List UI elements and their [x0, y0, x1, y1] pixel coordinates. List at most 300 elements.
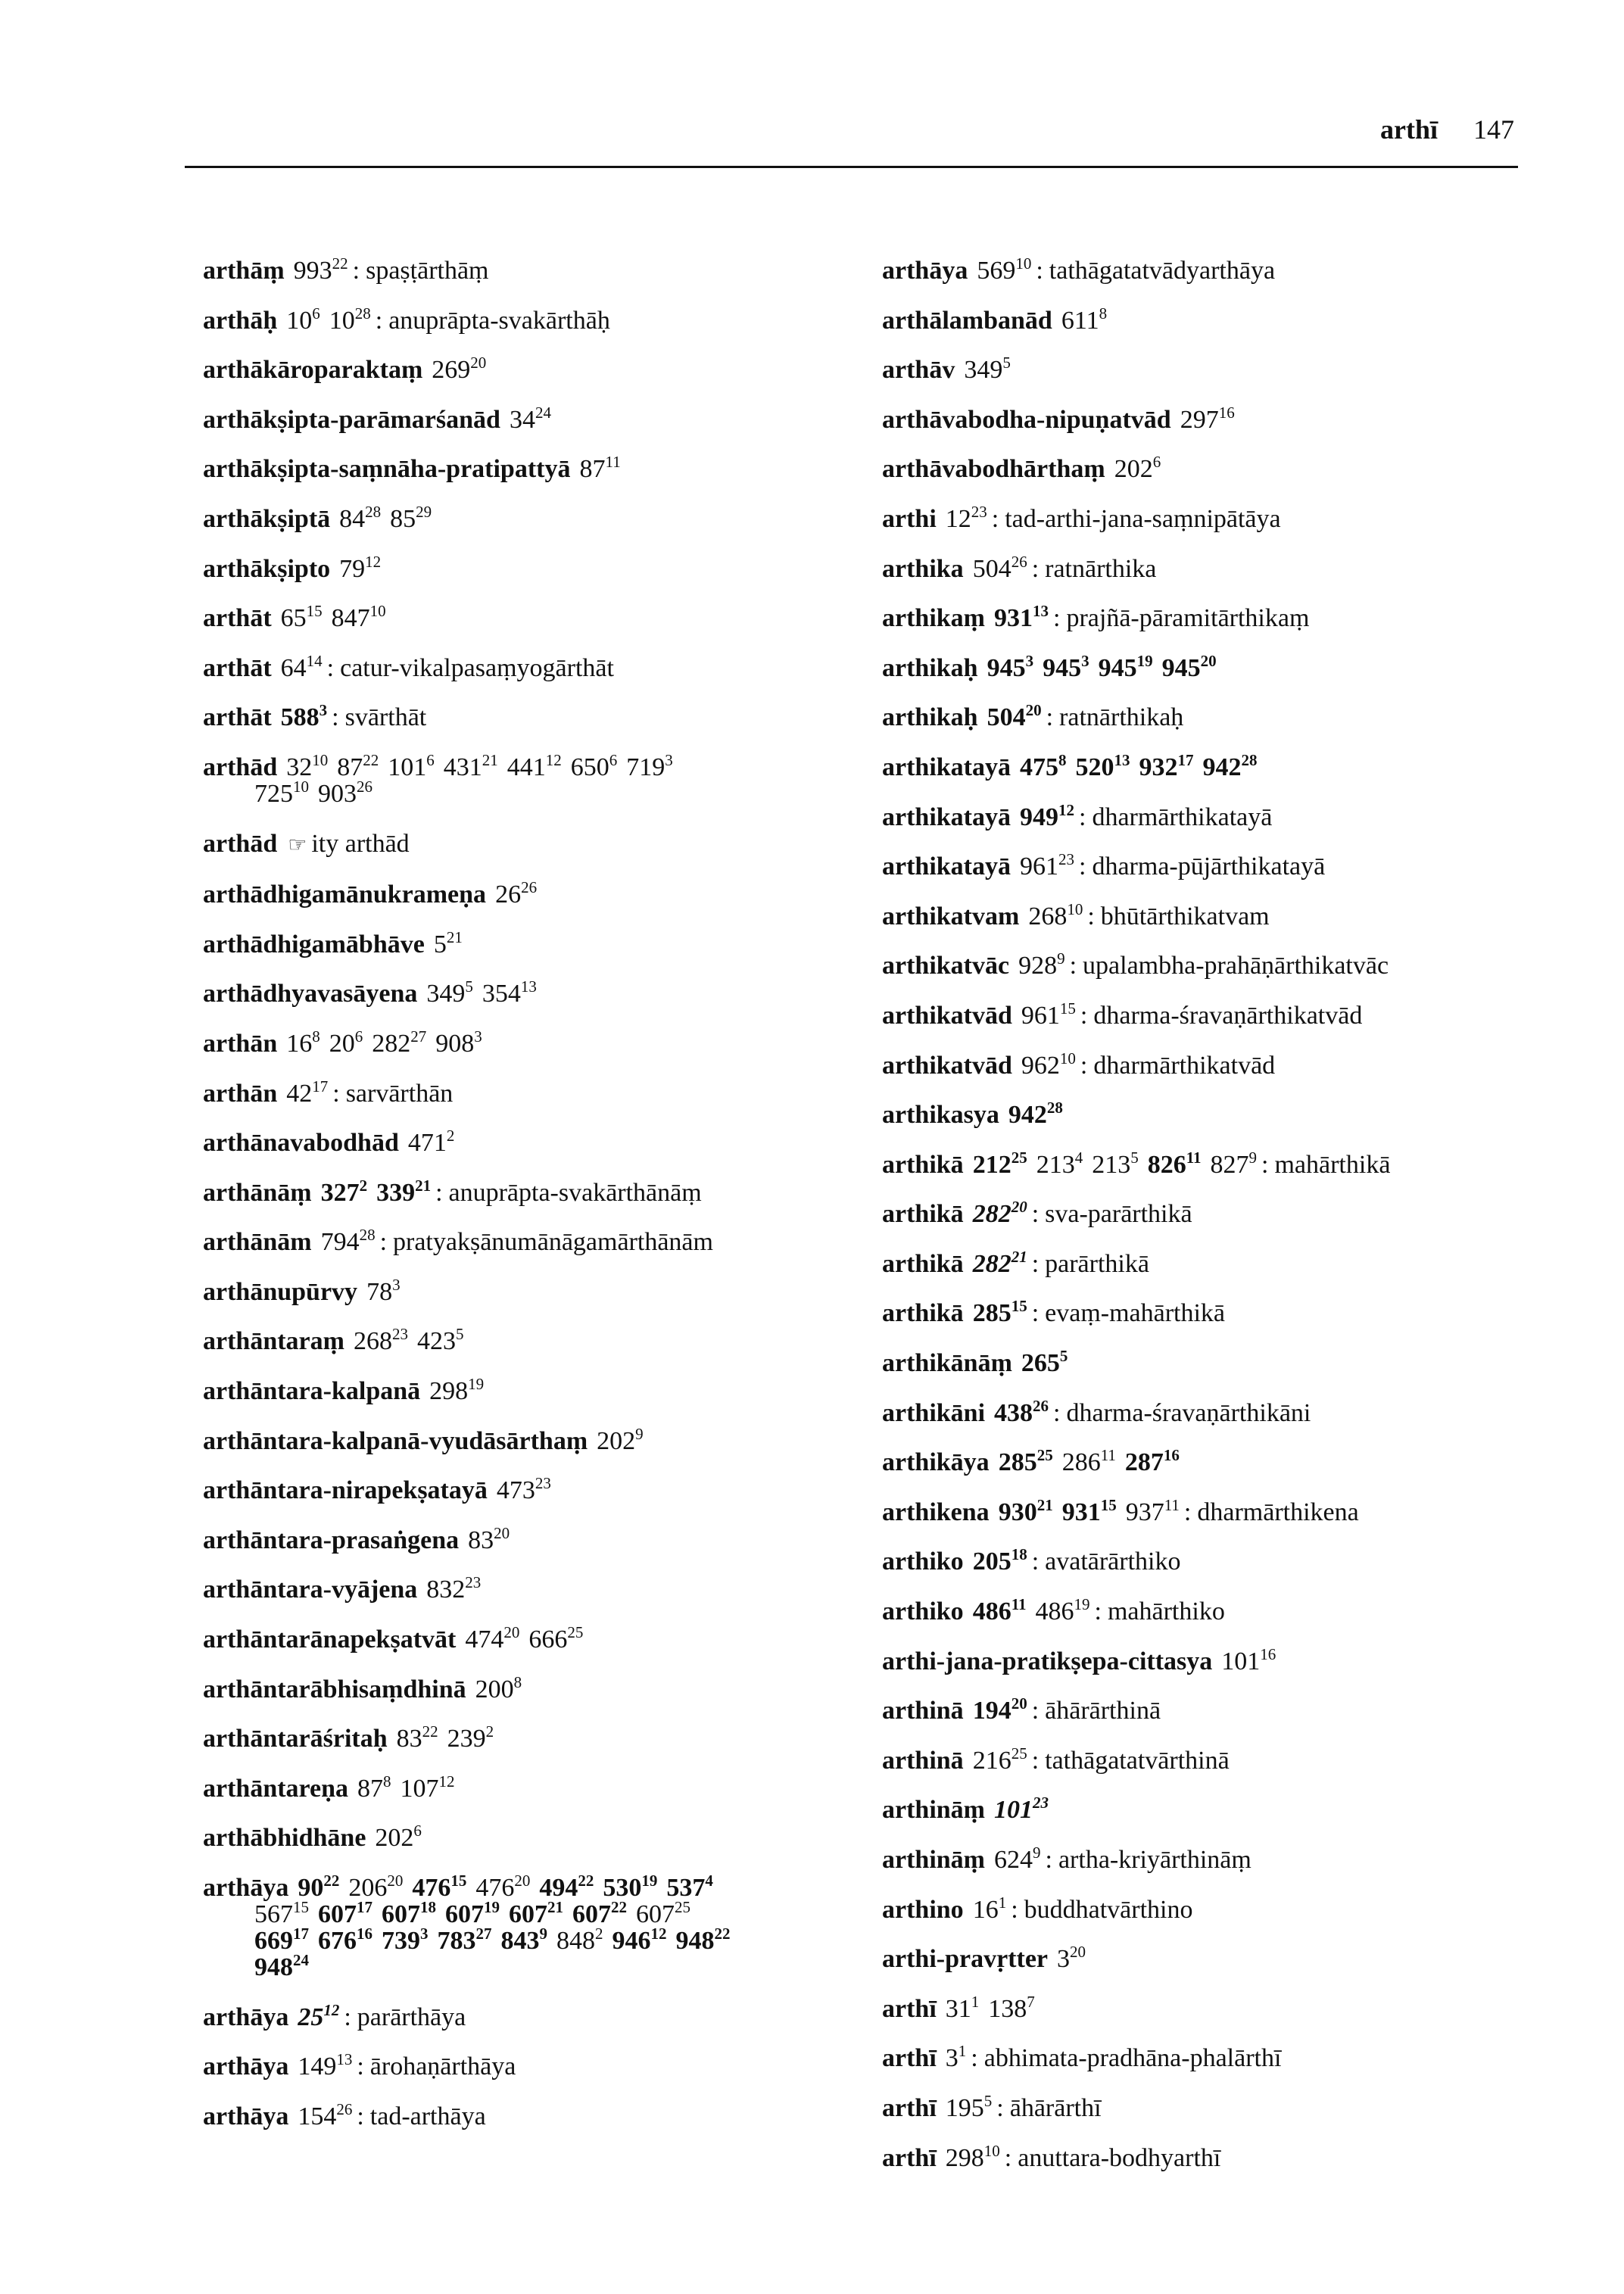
page-reference — [579, 455, 620, 483]
reference-line: 21 — [1036, 1495, 1053, 1514]
index-entry — [882, 1148, 1548, 1179]
gloss-separator: : — [344, 2003, 351, 2031]
page-reference — [286, 1027, 320, 1058]
reference-page: 282 — [972, 1200, 1011, 1229]
entry-headword: arthānupūrvy — [203, 1277, 358, 1306]
reference-line: 6 — [312, 304, 320, 323]
index-entry — [203, 1077, 869, 1108]
page-reference — [1036, 1148, 1083, 1179]
entry-headword: arthākṣiptā — [203, 504, 331, 533]
index-entry — [882, 1495, 1548, 1526]
reference-page: 931 — [994, 604, 1033, 633]
index-entry — [203, 1573, 869, 1604]
page-reference — [298, 2000, 340, 2031]
index-entry — [882, 651, 1548, 682]
index-entry — [203, 1523, 869, 1554]
entry-gloss: abhimata-pradhāna-phalārthī — [983, 2044, 1282, 2073]
reference-page: 154 — [298, 2102, 337, 2130]
page-reference — [426, 1573, 482, 1604]
index-entry — [203, 1325, 869, 1356]
entry-gloss: mahārthikā — [1274, 1150, 1391, 1179]
page-reference — [676, 1927, 731, 1955]
reference-page: 607 — [445, 1900, 484, 1928]
page-reference — [1020, 852, 1074, 881]
index-entry — [203, 1822, 869, 1853]
reference-page: 494 — [539, 1874, 578, 1902]
index-entry — [203, 602, 869, 633]
reference-page: 212 — [972, 1150, 1011, 1179]
entry-headword: arthi-pravṛtter — [882, 1945, 1049, 1974]
reference-page: 83 — [396, 1725, 422, 1753]
reference-page: 569 — [977, 257, 1016, 285]
page-reference — [1020, 750, 1067, 781]
reference-page: 908 — [435, 1029, 475, 1058]
reference-page: 107 — [400, 1774, 439, 1803]
reference-line: 12 — [323, 2000, 340, 2019]
index-entry — [203, 651, 869, 682]
reference-line: 19 — [484, 1898, 500, 1916]
gloss-separator: : — [326, 653, 335, 682]
reference-page: 932 — [1139, 753, 1178, 781]
gloss-separator: : — [1087, 902, 1095, 930]
reference-line: 2 — [595, 1925, 603, 1943]
reference-line: 20 — [1011, 1198, 1027, 1217]
reference-line: 3 — [474, 1027, 482, 1046]
gloss-separator: : — [1031, 1200, 1040, 1229]
page-reference — [1036, 1597, 1090, 1625]
entry-headword: arthān — [203, 1029, 278, 1058]
reference-page: 961 — [1021, 1001, 1060, 1030]
gloss-separator: : — [1094, 1597, 1102, 1626]
entry-headword: arthād — [203, 829, 278, 858]
reference-page: 10 — [329, 306, 355, 335]
page-reference — [254, 777, 309, 808]
page-reference — [400, 1772, 455, 1803]
index-entry — [203, 2050, 869, 2081]
index-entry — [203, 1623, 869, 1654]
entry-headword: arthānāṃ — [203, 1178, 312, 1207]
reference-page: 725 — [254, 779, 293, 808]
reference-line: 23 — [971, 502, 987, 521]
index-entry — [203, 1722, 869, 1753]
page-reference — [501, 1927, 548, 1955]
reference-line: 12 — [438, 1772, 455, 1791]
entry-gloss: bhūtārthikatvam — [1100, 902, 1270, 930]
page-reference — [280, 651, 323, 682]
entry-headword: arthikatvam — [882, 902, 1020, 930]
reference-page: 101 — [994, 1796, 1033, 1825]
reference-line: 28 — [365, 502, 382, 521]
reference-line: 17 — [293, 1925, 309, 1943]
reference-page: 85 — [390, 504, 416, 533]
reference-line: 19 — [468, 1375, 485, 1394]
reference-page: 945 — [1043, 653, 1082, 682]
index-entry — [882, 899, 1548, 930]
page-reference — [945, 1992, 980, 2023]
index-entry — [203, 502, 869, 533]
gloss-separator: : — [971, 2044, 978, 2073]
entry-gloss: anuttara-bodhyarthī — [1018, 2143, 1221, 2172]
reference-page: 832 — [426, 1576, 466, 1604]
gloss-separator: : — [1004, 2143, 1012, 2172]
reference-page: 10 — [286, 306, 313, 335]
reference-page: 202 — [1114, 455, 1153, 484]
running-head — [1380, 114, 1514, 145]
reference-page: 5 — [433, 930, 447, 958]
page-reference — [1147, 1148, 1202, 1179]
reference-line: 12 — [545, 750, 562, 769]
index-entry — [882, 701, 1548, 732]
index-entry — [203, 1275, 869, 1306]
entry-headword: arthāntaraṃ — [203, 1327, 344, 1356]
index-entry — [203, 1872, 869, 1981]
entry-headword: arthinā — [882, 1746, 964, 1775]
entry-headword: arthiko — [882, 1597, 964, 1626]
reference-line: 16 — [357, 1925, 372, 1943]
reference-page: 79 — [339, 554, 366, 583]
index-entry — [203, 831, 869, 859]
reference-page: 945 — [987, 653, 1026, 682]
reference-page: 949 — [1020, 803, 1058, 831]
page-reference — [1180, 403, 1235, 434]
reference-line: 17 — [1177, 750, 1194, 769]
reference-page: 962 — [1021, 1051, 1060, 1080]
reference-page: 611 — [1061, 306, 1099, 335]
entry-headword: arthikasya — [882, 1101, 999, 1130]
reference-page: 349 — [964, 356, 1003, 385]
reference-line: 21 — [415, 1176, 432, 1195]
reference-line: 1 — [971, 1992, 980, 2011]
gloss-separator: : — [435, 1178, 443, 1207]
page-reference — [946, 2044, 967, 2072]
entry-gloss: anuprāpta-svakārthāḥ — [388, 306, 610, 335]
reference-page: 607 — [509, 1900, 547, 1928]
reference-page: 32 — [286, 753, 313, 781]
reference-line: 9 — [1248, 1148, 1258, 1167]
reference-line: 27 — [475, 1925, 492, 1943]
page-reference — [972, 552, 1027, 583]
page-reference — [972, 1694, 1027, 1725]
reference-page: 474 — [465, 1625, 504, 1654]
entry-headword: arthiko — [882, 1548, 964, 1576]
page-reference — [254, 1953, 309, 1981]
reference-line: 8 — [513, 1672, 522, 1691]
page-reference — [507, 750, 562, 781]
reference-line: 28 — [1241, 750, 1258, 769]
reference-page: 794 — [320, 1228, 360, 1257]
reference-line: 5 — [983, 2091, 993, 2110]
index-entry — [882, 2141, 1548, 2172]
page-reference — [972, 1545, 1027, 1576]
reference-line: 8 — [312, 1027, 320, 1046]
reference-page: 826 — [1147, 1150, 1186, 1179]
index-entry — [203, 2000, 869, 2031]
entry-headword: arthākāroparaktaṃ — [203, 356, 423, 385]
page-reference — [443, 750, 498, 781]
reference-line: 21 — [482, 750, 498, 769]
gloss-separator: : — [1079, 803, 1086, 831]
reference-line: 23 — [1058, 850, 1074, 869]
reference-page: 423 — [416, 1327, 456, 1356]
page-reference — [376, 1176, 432, 1207]
reference-line: 5 — [455, 1325, 464, 1344]
reference-line: 2 — [485, 1722, 494, 1741]
entry-headword: arthān — [203, 1079, 278, 1108]
reference-page: 3 — [1057, 1945, 1071, 1974]
page-reference — [509, 1900, 563, 1928]
entry-headword: arthika — [882, 554, 964, 583]
page-reference — [396, 1722, 438, 1753]
entry-headword: arthikānāṃ — [882, 1349, 1012, 1378]
reference-page: 486 — [1035, 1597, 1074, 1626]
reference-page: 438 — [994, 1398, 1033, 1427]
entry-headword: arthāntara-prasaṅgena — [203, 1526, 460, 1554]
page-reference — [318, 1927, 372, 1955]
page-reference — [597, 1424, 644, 1455]
index-entry — [203, 1672, 869, 1703]
gloss-separator: : — [1031, 1548, 1040, 1576]
reference-page: 848 — [556, 1927, 595, 1955]
entry-headword: arthī — [882, 2143, 937, 2172]
reference-page: 847 — [331, 604, 370, 633]
page-number: 147 — [1473, 114, 1514, 145]
page-reference — [1021, 1049, 1076, 1080]
gloss-separator: : — [991, 504, 999, 533]
reference-line: 13 — [520, 977, 537, 996]
reference-line: 11 — [1011, 1595, 1027, 1614]
reference-page: 946 — [612, 1927, 651, 1955]
entry-gloss: dharma-śravaṇārthikāni — [1066, 1398, 1311, 1427]
reference-line: 21 — [1011, 1247, 1027, 1266]
reference-line: 28 — [359, 1226, 376, 1245]
reference-line: 16 — [1218, 403, 1235, 422]
reference-line: 13 — [336, 2050, 353, 2069]
page-reference — [972, 1247, 1027, 1278]
reference-line: 12 — [1058, 800, 1074, 819]
reference-line: 11 — [1186, 1148, 1202, 1167]
gloss-separator: : — [1036, 257, 1043, 285]
entry-headword: arthikāya — [882, 1448, 990, 1477]
page-reference — [281, 703, 328, 731]
page-reference — [426, 977, 473, 1008]
reference-page: 269 — [432, 356, 471, 385]
reference-line: 3 — [665, 750, 673, 769]
reference-page: 265 — [1021, 1349, 1060, 1378]
index-entry — [203, 1772, 869, 1803]
entry-headword: arthāvabodha-nipuṇatvād — [882, 405, 1171, 434]
index-entry — [882, 1446, 1548, 1477]
reference-line: 16 — [1260, 1644, 1276, 1663]
reference-page: 650 — [570, 753, 609, 781]
reference-page: 297 — [1180, 405, 1219, 434]
reference-page: 31 — [945, 1994, 971, 2023]
reference-line: 25 — [1011, 1744, 1027, 1763]
entry-headword: arthāḥ — [203, 306, 278, 335]
reference-line: 26 — [357, 777, 372, 796]
gloss-separator: : — [1031, 1746, 1040, 1775]
reference-line: 28 — [1046, 1099, 1063, 1117]
reference-page: 530 — [603, 1874, 642, 1902]
page-reference — [945, 2141, 1000, 2172]
reference-page: 78 — [366, 1277, 393, 1306]
page-reference — [318, 777, 372, 808]
reference-page: 486 — [972, 1597, 1011, 1626]
page-reference — [388, 750, 435, 781]
reference-line: 20 — [514, 1872, 531, 1890]
reference-page: 83 — [468, 1526, 494, 1554]
reference-page: 567 — [254, 1900, 293, 1928]
entry-gloss: ārohaṇārthāya — [369, 2052, 516, 2081]
reference-page: 476 — [475, 1874, 515, 1902]
reference-page: 476 — [412, 1874, 451, 1902]
reference-page: 87 — [337, 753, 363, 781]
page-reference — [329, 304, 371, 335]
reference-line: 23 — [535, 1474, 551, 1493]
page-reference — [320, 1176, 368, 1207]
page-reference — [281, 604, 323, 632]
index-entry — [203, 453, 869, 484]
page-reference — [465, 1625, 519, 1653]
index-entry — [882, 1247, 1548, 1278]
page-reference — [382, 1927, 429, 1955]
page-reference — [429, 1377, 484, 1405]
entry-headword: arthāv — [882, 356, 955, 385]
index-entry — [203, 1474, 869, 1505]
entry-gloss: ratnārthika — [1045, 554, 1157, 583]
reference-line: 8 — [383, 1772, 391, 1791]
entry-headword: arthikatvād — [882, 1001, 1012, 1030]
entry-headword: arthādhyavasāyena — [203, 980, 418, 1008]
index-entry — [882, 1049, 1548, 1080]
page-reference — [1061, 1495, 1117, 1526]
page-reference — [972, 1148, 1027, 1179]
reference-line: 5 — [1130, 1148, 1139, 1167]
entry-headword: arthāya — [203, 1874, 289, 1902]
reference-page: 504 — [972, 554, 1011, 583]
page-reference — [977, 254, 1032, 285]
entry-headword: arthikā — [882, 1150, 964, 1179]
page-reference — [390, 502, 432, 533]
page-reference — [988, 1992, 1035, 2023]
reference-line: 3 — [319, 701, 328, 720]
page-reference — [339, 552, 382, 583]
reference-line: 15 — [306, 602, 323, 621]
page-reference — [354, 1327, 408, 1355]
entry-headword: arthāya — [203, 2052, 289, 2081]
entry-headword: arthāya — [203, 2003, 289, 2031]
entry-gloss: avatārārthiko — [1045, 1548, 1181, 1576]
reference-line: 22 — [714, 1925, 731, 1943]
page-reference — [973, 1299, 1027, 1327]
reference-page: 202 — [375, 1824, 414, 1853]
entry-headword: arthikā — [882, 1200, 964, 1229]
index-entry — [882, 750, 1548, 781]
reference-line: 20 — [1070, 1943, 1086, 1962]
reference-line: 23 — [1033, 1794, 1049, 1812]
reference-line: 26 — [521, 878, 538, 897]
reference-line: 10 — [1067, 899, 1083, 918]
reference-page: 666 — [528, 1625, 568, 1654]
entry-gloss: evaṃ-mahārthikā — [1045, 1299, 1226, 1328]
reference-line: 23 — [391, 1325, 408, 1344]
reference-page: 12 — [945, 504, 971, 533]
reference-page: 676 — [318, 1927, 357, 1955]
reference-line: 26 — [1033, 1396, 1049, 1415]
reference-page: 607 — [636, 1900, 675, 1928]
page-reference — [475, 1672, 522, 1703]
entry-headword: arthī — [882, 2093, 937, 2122]
reference-line: 12 — [365, 552, 382, 571]
reference-line: 24 — [293, 1951, 309, 1969]
reference-page: 948 — [254, 1953, 293, 1981]
entry-gloss: dharma-pūjārthikatayā — [1092, 852, 1326, 881]
page-reference — [987, 703, 1042, 731]
reference-page: 87 — [579, 455, 606, 484]
index-entry — [203, 403, 869, 434]
reference-line: 10 — [983, 2141, 1000, 2160]
reference-page: 298 — [429, 1377, 469, 1406]
page-reference — [994, 1396, 1049, 1427]
reference-page: 16 — [286, 1029, 313, 1058]
index-entry — [882, 1347, 1548, 1378]
reference-page: 16 — [972, 1895, 999, 1924]
page-reference — [999, 1448, 1053, 1476]
page-reference — [357, 1772, 391, 1803]
reference-line: 22 — [363, 750, 379, 769]
page-reference — [1061, 304, 1108, 335]
gloss-separator: : — [1053, 1398, 1061, 1427]
reference-line: 15 — [1011, 1297, 1027, 1316]
page-reference — [1075, 750, 1130, 781]
reference-page: 213 — [1092, 1150, 1131, 1179]
index-entry — [203, 927, 869, 958]
gloss-separator: : — [375, 306, 383, 335]
reference-line: 29 — [416, 502, 432, 521]
index-entry — [882, 304, 1548, 335]
reference-page: 431 — [443, 753, 482, 781]
entry-headword: arthikā — [882, 1249, 964, 1278]
reference-page: 287 — [1124, 1448, 1164, 1477]
entry-gloss: dharmārthikatayā — [1092, 803, 1273, 831]
entry-headword: arthāya — [882, 257, 968, 285]
entry-gloss: catur-vikalpasaṃyogārthāt — [340, 653, 614, 682]
index-entry — [882, 850, 1548, 881]
reference-line: 9 — [635, 1424, 644, 1443]
gloss-separator: : — [1046, 703, 1054, 732]
reference-line: 7 — [1027, 1992, 1035, 2011]
reference-page: 213 — [1036, 1150, 1075, 1179]
gloss-separator: : — [1031, 1249, 1040, 1278]
gloss-separator: : — [1011, 1895, 1018, 1924]
page-reference — [556, 1927, 603, 1955]
reference-page: 993 — [293, 257, 332, 285]
reference-line: 6 — [426, 750, 435, 769]
reference-page: 588 — [280, 703, 320, 732]
reference-line: 25 — [1036, 1446, 1053, 1465]
page-reference — [1098, 651, 1153, 682]
page-reference — [1139, 750, 1194, 781]
page-reference — [994, 1796, 1049, 1824]
entry-gloss: buddhatvārthino — [1024, 1895, 1193, 1924]
reference-line: 20 — [1011, 1694, 1027, 1713]
reference-page: 298 — [945, 2143, 984, 2172]
gloss-separator: : — [1183, 1498, 1192, 1526]
reference-page: 354 — [482, 980, 521, 1008]
reference-line: 9 — [539, 1925, 547, 1943]
page-reference — [286, 1077, 329, 1108]
entry-headword: arthābhidhāne — [203, 1824, 366, 1853]
reference-page: 286 — [1061, 1448, 1101, 1477]
